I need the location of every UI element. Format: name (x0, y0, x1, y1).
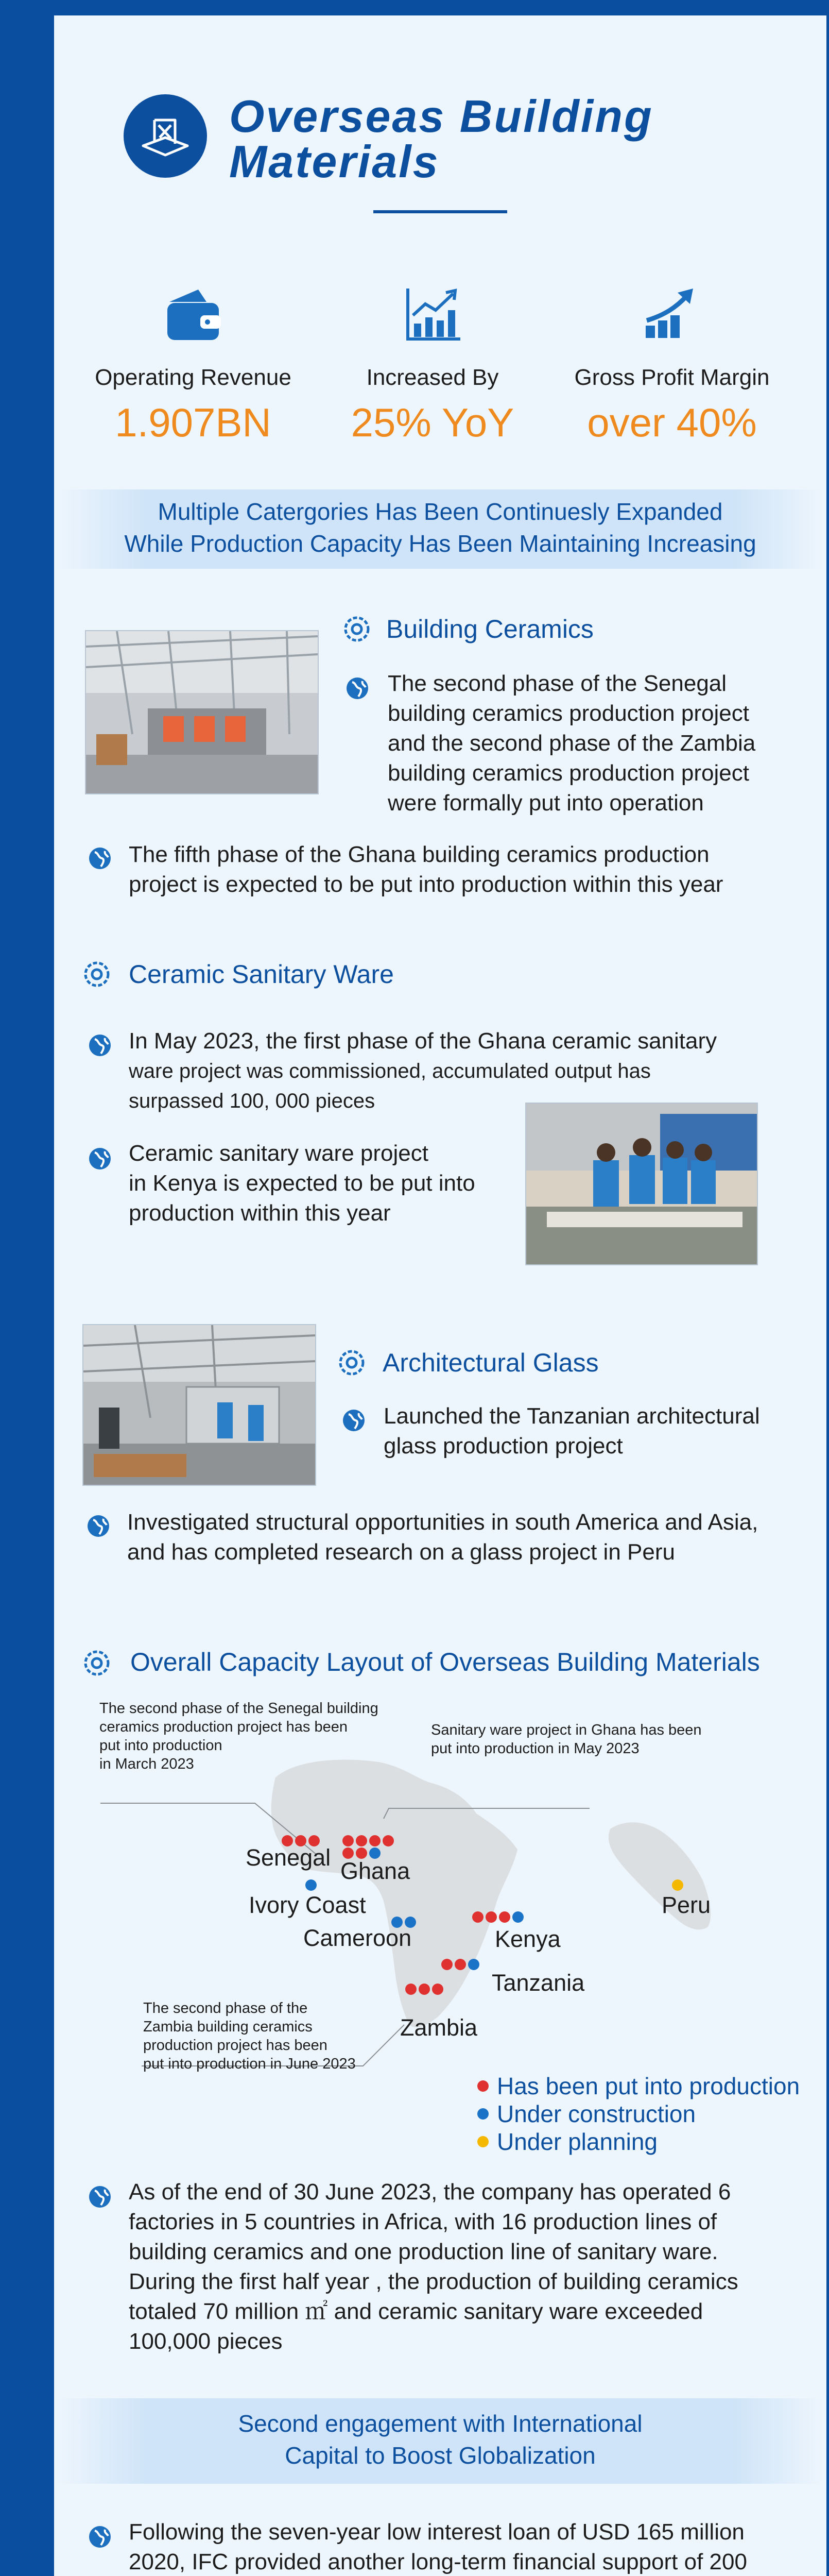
label-kenya: Kenya (495, 1926, 561, 1952)
label-tanzania: Tanzania (492, 1970, 585, 1996)
label-ghana: Ghana (340, 1858, 410, 1884)
label-senegal: Senegal (246, 1844, 331, 1871)
globe-icon (341, 1408, 366, 1433)
label-cameroon: Cameroon (303, 1925, 412, 1951)
ghana-produced-marker (383, 1835, 394, 1846)
ivory-coast-construction-marker (305, 1879, 317, 1891)
kenya-produced-marker (486, 1911, 497, 1923)
label-peru: Peru (662, 1892, 711, 1918)
ghana-produced-marker (356, 1835, 367, 1846)
gear-icon (335, 1346, 369, 1380)
ghana-produced-marker (356, 1848, 367, 1859)
legend-planning-dot (477, 2136, 489, 2147)
glass-factory-photo (82, 1324, 316, 1486)
gear-icon (80, 1646, 114, 1680)
ghana-produced-marker (369, 1835, 381, 1846)
zambia-produced-marker (405, 1984, 417, 1995)
kenya-construction-marker (512, 1911, 524, 1923)
ceramics-point-1: The second phase of the Senegal building ceramics production project and the second phase of the Zambia building ceramics production project were formally put into operation (388, 671, 756, 816)
globe-icon (88, 2184, 112, 2209)
zambia-callout: The second phase of the Zambia building ceramics production project has been put into production in June 2023 (143, 2000, 356, 2072)
globe-icon (345, 676, 370, 701)
stat-value-increase: 25% YoY (351, 400, 514, 445)
globe-icon (88, 1033, 112, 1058)
sanitary-point-2: Ceramic sanitary ware project in Kenya is expected to be put into production within this year (129, 1141, 475, 1226)
legend-produced-dot (477, 2080, 489, 2092)
ifc-support-text: Following the seven-year low interest loan of USD 165 million 2020, IFC provided another long-term financial support of 200 (129, 2519, 747, 2574)
gear-icon (80, 957, 114, 991)
kenya-produced-marker (499, 1911, 510, 1923)
stat-label-revenue: Operating Revenue (95, 365, 291, 390)
legend-construction-label: Under construction (497, 2100, 696, 2127)
categories-banner: Multiple Catergories Has Been Continuesly Expanded While Production Capacity Has Been Maintaining Increasing (54, 489, 826, 569)
kenya-produced-marker (472, 1911, 483, 1923)
gear-icon (340, 612, 374, 646)
sanitary-workers-photo (525, 1103, 758, 1265)
stat-value-revenue: 1.907BN (115, 400, 271, 445)
ghana-construction-marker (369, 1848, 381, 1859)
tanzania-construction-marker (468, 1959, 479, 1970)
zambia-produced-marker (432, 1984, 443, 1995)
tanzania-produced-marker (455, 1959, 466, 1970)
capacity-summary: As of the end of 30 June 2023, the company has operated 6 factories in 5 countries in Africa, with 16 production lines of building ceramics and one production line of sanitary ware. During the first half year , the production of building ceramics totaled 70 million ㎡ and ceramic sanitary ware exceeded 100,000 pieces (129, 2179, 738, 2354)
architectural-glass-title: Architectural Glass (383, 1348, 599, 1377)
sanitary-point-1: In May 2023, the first phase of the Ghana ceramic sanitary ware project was commissioned, accumulated output has surpassed 100, 000 pieces (129, 1028, 717, 1112)
globe-icon (86, 1514, 111, 1538)
title-divider (373, 210, 507, 213)
stat-label-margin: Gross Profit Margin (574, 365, 770, 390)
ceramics-factory-photo (85, 630, 319, 794)
globe-icon (88, 846, 112, 871)
senegal-callout: The second phase of the Senegal building ceramics production project has been put into production in March 2023 (99, 1700, 378, 1772)
bar-chart-icon (402, 283, 463, 345)
ghana-produced-marker (342, 1848, 354, 1859)
legend-construction-dot (477, 2108, 489, 2120)
tanzania-produced-marker (441, 1959, 453, 1970)
label-zambia: Zambia (400, 2014, 478, 2041)
globalization-banner: Second engagement with International Capital to Boost Globalization (54, 2398, 826, 2484)
building-materials-logo-icon (124, 94, 207, 178)
globe-icon (88, 1146, 112, 1171)
glass-point-2: Investigated structural opportunities in south America and Asia, and has completed research on a glass project in Peru (127, 1510, 758, 1565)
infographic-card (54, 15, 826, 2576)
growth-arrow-icon (638, 283, 700, 345)
ceramics-point-2: The fifth phase of the Ghana building ceramics production project is expected to be put into production within this year (129, 842, 723, 897)
wallet-icon (162, 283, 224, 345)
stat-value-margin: over 40% (587, 400, 757, 445)
globe-icon (88, 2524, 112, 2549)
ghana-produced-marker (342, 1835, 354, 1846)
legend-produced-label: Has been put into production (497, 2073, 800, 2099)
zambia-produced-marker (419, 1984, 430, 1995)
building-ceramics-title: Building Ceramics (386, 615, 594, 643)
legend-planning-label: Under planning (497, 2128, 658, 2155)
label-ivory-coast: Ivory Coast (249, 1892, 366, 1918)
page-title: Overseas Building Materials (229, 91, 653, 187)
stat-label-increase: Increased By (366, 365, 499, 390)
sanitary-ware-title: Ceramic Sanitary Ware (129, 960, 394, 989)
peru-planning-marker (672, 1879, 683, 1891)
glass-point-1: Launched the Tanzanian architectural glass production project (384, 1403, 760, 1459)
ghana-callout: Sanitary ware project in Ghana has been put into production in May 2023 (431, 1722, 702, 1757)
capacity-layout-title: Overall Capacity Layout of Overseas Building Materials (130, 1648, 760, 1676)
